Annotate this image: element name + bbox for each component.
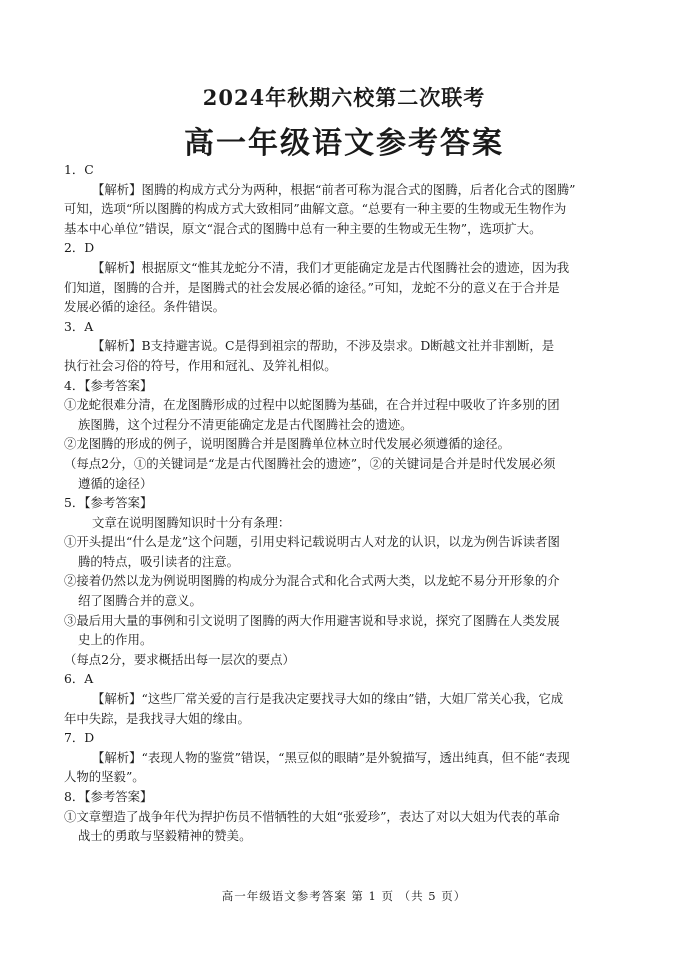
question-number: 1．C	[64, 162, 94, 177]
analysis-line: 【解析】“表现人物的鉴赏”错误，“黑豆似的眼睛”是外貌描写，透出纯真，但不能“表现	[92, 749, 570, 765]
analysis-line: 【解析】B支持避害说。C是得到祖宗的帮助，不涉及崇求。D断越文社并非割断，是	[92, 338, 555, 354]
scoring-note: （每点2分，①的关键词是“龙是古代图腾社会的遗迹”，②的关键词是合并是时代发展必须	[64, 455, 556, 471]
answer-content	[64, 160, 630, 846]
answer-point: 腾的特点，吸引读者的注意。	[78, 553, 240, 569]
question-number: 4．【参考答案】	[64, 377, 153, 393]
scoring-note: （每点2分，要求概括出每一层次的要点）	[64, 651, 295, 667]
answer-point: ②接着仍然以龙为例说明图腾的构成分为混合式和化合式两大类，以龙蛇不易分开形象的介	[64, 573, 560, 589]
answer-point: 绍了图腾合并的意义。	[78, 593, 202, 609]
answer-point: ③最后用大量的事例和引文说明了图腾的两大作用避害说和导求说，探究了图腾在人类发展	[64, 612, 560, 628]
analysis-line: 基本中心单位”错误，原文“混合式的图腾中总有一种主要的生物或无生物”，选项扩大。	[64, 220, 542, 236]
question-number: 3．A	[64, 318, 94, 334]
question-number: 6．A	[64, 671, 94, 687]
analysis-line: 可知，选项“所以图腾的构成方式大致相同”曲解文意。“总要有一种主要的生物或无生物作为	[64, 201, 567, 217]
answer-point: ①龙蛇很难分清，在龙图腾形成的过程中以蛇图腾为基础，在合并过程中吸收了许多别的团	[64, 397, 560, 413]
page-footer: 高一年级语文参考答案 第 1 页 （共 5 页）	[221, 889, 467, 903]
answer-point: ②龙图腾的形成的例子，说明图腾合并是图腾单位林立时代发展必须遵循的途径。	[64, 436, 511, 452]
analysis-line: 【解析】“这些厂常关爱的言行是我决定要找寻大如的缘由”错，大姐厂常关心我，它成	[92, 691, 564, 707]
answer-point: 族图腾，这个过程分不清更能确定龙是古代图腾社会的遗迹。	[78, 416, 413, 432]
question-number: 7．D	[64, 730, 95, 746]
answer-point: ①文章塑造了战争年代为捍护伤员不惜牺牲的大姐“张爱珍”，表达了对以大姐为代表的革命	[64, 808, 560, 824]
question-number: 2．D	[64, 240, 95, 256]
question-number: 5．【参考答案】	[64, 495, 153, 511]
analysis-line: 们知道，图腾的合并，是图腾式的社会发展必循的途径。”可知，龙蛇不分的意义在于合并是	[64, 279, 560, 295]
analysis-line: 【解析】图腾的构成方式分为两种，根据“前者可称为混合式的图腾，后者化合式的图腾”	[92, 181, 576, 197]
answer-point: 文章在说明图腾知识时十分有条理：	[92, 514, 291, 530]
analysis-line: 执行社会习俗的符号，作用和冠礼、及笄礼相似。	[64, 357, 337, 373]
document-title: 高一年级语文参考答案	[184, 126, 504, 161]
analysis-line: 【解析】根据原文“惟其龙蛇分不清，我们才更能确定龙是古代图腾社会的遗迹，因为我	[92, 259, 570, 275]
analysis-line: 人物的坚毅”。	[64, 769, 145, 785]
answer-point: 史上的作用。	[78, 632, 153, 648]
analysis-line: 发展必循的途径。条件错误。	[64, 299, 226, 315]
exam-title: 2024年秋期六校第二次联考	[202, 85, 486, 110]
analysis-line: 年中失踪，是我找寻大姐的缘由。	[64, 710, 250, 726]
answer-point: ①开头提出“什么是龙”这个问题，引用史料记载说明古人对龙的认识，以龙为例告诉读者图	[64, 534, 560, 550]
question-number: 8．【参考答案】	[64, 789, 153, 804]
answer-point: 战士的勇敢与坚毅精神的赞美。	[78, 828, 252, 844]
scoring-note: 遵循的途径）	[78, 475, 153, 491]
